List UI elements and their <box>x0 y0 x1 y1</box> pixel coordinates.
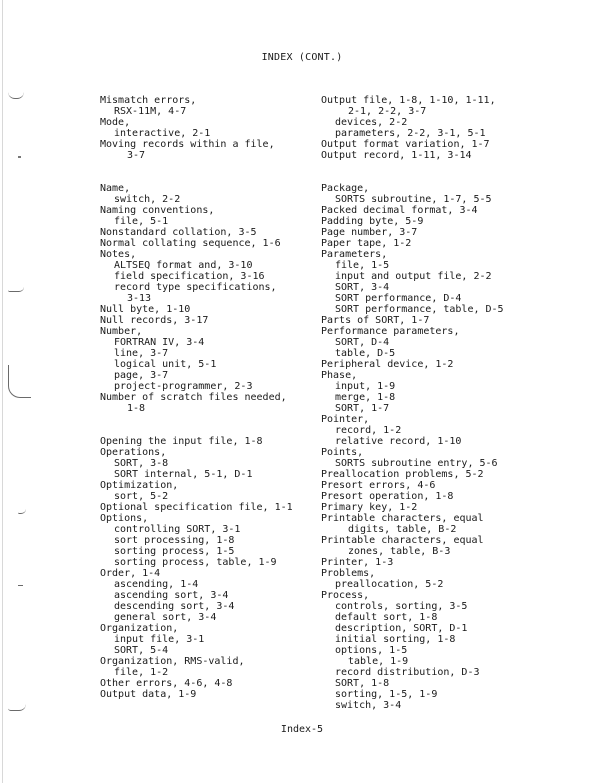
index-entry: Null records, 3-17 <box>100 315 209 326</box>
index-entry: Notes, <box>100 249 137 260</box>
index-entry: Order, 1-4 <box>100 568 161 579</box>
index-entry: Optional specification file, 1-1 <box>100 502 293 513</box>
index-entry: Optimization, <box>100 480 179 491</box>
index-subentry: 3-13 <box>127 293 152 304</box>
index-subentry: ascending, 1-4 <box>114 579 199 590</box>
scan-margin-mark <box>8 92 24 99</box>
index-subentry: SORT, 1-8 <box>335 678 390 689</box>
index-entry: Packed decimal format, 3-4 <box>321 205 478 216</box>
page-title: INDEX (CONT.) <box>261 52 343 63</box>
index-subentry: initial sorting, 1-8 <box>335 634 456 645</box>
index-subentry: SORT, 3-8 <box>114 458 169 469</box>
index-entry: Printer, 1-3 <box>321 557 394 568</box>
index-entry: Output format variation, 1-7 <box>321 139 490 150</box>
index-entry: Padding byte, 5-9 <box>321 216 424 227</box>
index-entry: Number of scratch files needed, <box>100 392 287 403</box>
index-entry: Problems, <box>321 568 376 579</box>
index-entry: Page number, 3-7 <box>321 227 418 238</box>
index-subentry: SORT performance, table, D-5 <box>335 304 504 315</box>
index-subentry: field specification, 3-16 <box>114 271 265 282</box>
index-entry: Output data, 1-9 <box>100 689 197 700</box>
index-entry: Number, <box>100 326 143 337</box>
index-entry: Pointer, <box>321 414 370 425</box>
index-subentry: RSX-11M, 4-7 <box>114 106 187 117</box>
index-subentry: logical unit, 5-1 <box>114 359 217 370</box>
index-entry: Mode, <box>100 117 131 128</box>
index-subentry: SORT, 3-4 <box>335 282 390 293</box>
index-entry: Process, <box>321 590 370 601</box>
index-entry: Opening the input file, 1-8 <box>100 436 263 447</box>
index-entry: Paper tape, 1-2 <box>321 238 412 249</box>
index-subentry: relative record, 1-10 <box>335 436 462 447</box>
index-entry: Presort errors, 4-6 <box>321 480 436 491</box>
index-entry: Naming conventions, <box>100 205 215 216</box>
index-subentry: 3-7 <box>127 150 146 161</box>
index-entry: Performance parameters, <box>321 326 460 337</box>
index-subentry: descending sort, 3-4 <box>114 601 235 612</box>
index-subentry: general sort, 3-4 <box>114 612 217 623</box>
index-subentry: sort, 5-2 <box>114 491 169 502</box>
index-subentry: SORTS subroutine, 1-7, 5-5 <box>335 194 492 205</box>
index-subentry: sorting, 1-5, 1-9 <box>335 689 438 700</box>
index-subentry: controlling SORT, 3-1 <box>114 524 241 535</box>
index-entry: Points, <box>321 447 364 458</box>
index-subentry: sorting process, 1-5 <box>114 546 235 557</box>
scan-margin-mark <box>18 509 26 514</box>
index-subentry: 1-8 <box>127 403 146 414</box>
index-entry: Null byte, 1-10 <box>100 304 191 315</box>
index-entry: Phase, <box>321 370 358 381</box>
index-subentry: input, 1-9 <box>335 381 396 392</box>
index-entry: Organization, <box>100 623 179 634</box>
index-subentry: digits, table, B-2 <box>348 524 457 535</box>
index-subentry: record, 1-2 <box>335 425 402 436</box>
index-subentry: table, D-5 <box>335 348 396 359</box>
index-subentry: sort processing, 1-8 <box>114 535 235 546</box>
scan-margin-mark <box>8 704 26 711</box>
index-subentry: sorting process, table, 1-9 <box>114 557 277 568</box>
index-entry: Peripheral device, 1-2 <box>321 359 454 370</box>
index-subentry: input and output file, 2-2 <box>335 271 492 282</box>
index-subentry: file, 1-5 <box>335 260 390 271</box>
index-entry: Parameters, <box>321 249 388 260</box>
index-entry: Mismatch errors, <box>100 95 197 106</box>
index-entry: Normal collating sequence, 1-6 <box>100 238 281 249</box>
index-subentry: description, SORT, D-1 <box>335 623 468 634</box>
index-entry: Organization, RMS-valid, <box>100 656 245 667</box>
index-subentry: 2-1, 2-2, 3-7 <box>348 106 427 117</box>
index-entry: Presort operation, 1-8 <box>321 491 454 502</box>
index-subentry: SORT, 1-7 <box>335 403 390 414</box>
index-subentry: parameters, 2-2, 3-1, 5-1 <box>335 128 486 139</box>
index-entry: Output record, 1-11, 3-14 <box>321 150 472 161</box>
index-subentry: line, 3-7 <box>114 348 169 359</box>
scan-margin-mark <box>8 365 31 398</box>
index-entry: Package, <box>321 183 370 194</box>
index-subentry: interactive, 2-1 <box>114 128 211 139</box>
index-entry: Preallocation problems, 5-2 <box>321 469 484 480</box>
index-subentry: switch, 2-2 <box>114 194 181 205</box>
index-subentry: SORTS subroutine entry, 5-6 <box>335 458 498 469</box>
index-entry: Parts of SORT, 1-7 <box>321 315 430 326</box>
index-entry: Operations, <box>100 447 167 458</box>
index-entry: Primary key, 1-2 <box>321 502 418 513</box>
index-entry: Other errors, 4-6, 4-8 <box>100 678 233 689</box>
index-subentry: record type specifications, <box>114 282 277 293</box>
index-entry: Nonstandard collation, 3-5 <box>100 227 257 238</box>
index-subentry: ALTSEQ format and, 3-10 <box>114 260 253 271</box>
index-subentry: SORT performance, D-4 <box>335 293 462 304</box>
index-subentry: SORT, D-4 <box>335 337 390 348</box>
index-subentry: preallocation, 5-2 <box>335 579 444 590</box>
index-subentry: default sort, 1-8 <box>335 612 438 623</box>
index-entry: Printable characters, equal <box>321 535 484 546</box>
index-subentry: record distribution, D-3 <box>335 667 480 678</box>
index-subentry: table, 1-9 <box>348 656 409 667</box>
index-subentry: project-programmer, 2-3 <box>114 381 253 392</box>
index-subentry: zones, table, B-3 <box>348 546 451 557</box>
index-entry: Name, <box>100 183 131 194</box>
index-entry: Printable characters, equal <box>321 513 484 524</box>
scan-edge-line <box>2 0 3 783</box>
index-entry: Output file, 1-8, 1-10, 1-11, <box>321 95 496 106</box>
page-number: Index-5 <box>280 724 324 735</box>
index-subentry: file, 1-2 <box>114 667 169 678</box>
index-subentry: page, 3-7 <box>114 370 169 381</box>
index-subentry: SORT internal, 5-1, D-1 <box>114 469 253 480</box>
index-subentry: input file, 3-1 <box>114 634 205 645</box>
index-subentry: file, 5-1 <box>114 216 169 227</box>
scan-margin-mark <box>18 582 23 586</box>
index-entry: Options, <box>100 513 149 524</box>
index-subentry: SORT, 5-4 <box>114 645 169 656</box>
index-subentry: merge, 1-8 <box>335 392 396 403</box>
index-subentry: FORTRAN IV, 3-4 <box>114 337 205 348</box>
scan-margin-mark <box>8 287 24 292</box>
index-subentry: options, 1-5 <box>335 645 408 656</box>
index-subentry: controls, sorting, 3-5 <box>335 601 468 612</box>
index-subentry: ascending sort, 3-4 <box>114 590 229 601</box>
index-subentry: devices, 2-2 <box>335 117 408 128</box>
scan-margin-mark <box>18 156 21 158</box>
index-subentry: switch, 3-4 <box>335 700 402 711</box>
index-entry: Moving records within a file, <box>100 139 275 150</box>
